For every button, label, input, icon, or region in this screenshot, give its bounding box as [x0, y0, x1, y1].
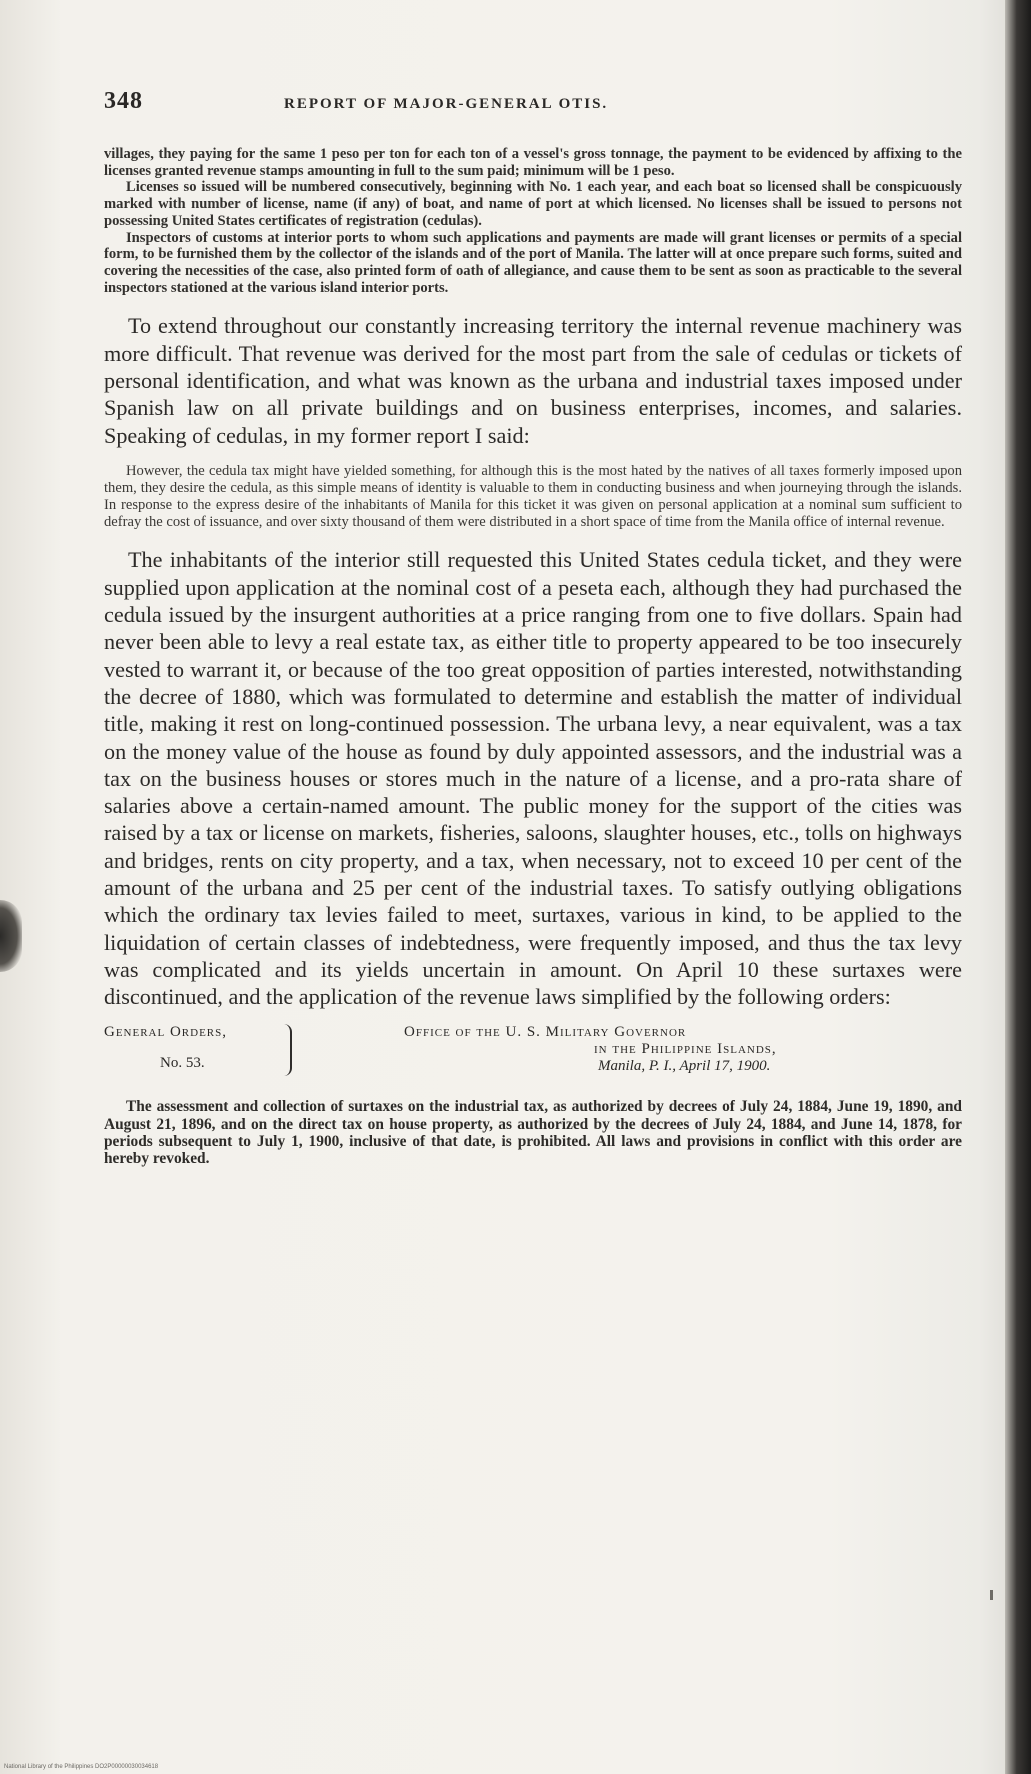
margin-mark — [990, 1590, 993, 1600]
order-number: No. 53. — [160, 1055, 205, 1072]
paragraph: The inhabitants of the interior still requested this United States cedula ticket, and they were supplied upon application at the nominal cost of a peseta each, although they had purchased the cedula issued by the insurgent authorities at a price ranging from one to five dollars. Spain had never been able to levy a real estate tax, as either title to property appeared to be too insecurely vested to warrant it, or because of the too great opposition of parties interested, notwithstanding the decree of 1880, which was formulated to determine and establish the matter of individual title, making it rest on long-continued possession. The urbana levy, a near equivalent, was a tax on the money value of the house as found by duly appointed assessors, and the industrial was a tax on the business houses or stores much in the nature of a license, and a pro-rata share of salaries above a certain-named amount. The public money for the support of the cities was raised by a tax or license on markets, fisheries, saloons, slaughter houses, etc., tolls on highways and bridges, rents on city property, and a tax, when necessary, not to exceed 10 per cent of the amount of the urbana and 25 per cent of the industrial taxes. To satisfy outlying obligations which the ordinary tax levies failed to meet, surtaxes, various in kind, to be applied to the liquidation of certain classes of indebtedness, were frequently imposed, and thus the tax levy was complicated and its yields uncertain in amount. On April 10 these surtaxes were discontinued, and the application of the revenue laws simplified by the following orders: — [104, 547, 962, 1010]
footer-credit: National Library of the Philippines DO2P00000030034618 — [4, 1764, 159, 1770]
issuing-location: in the Philippine Islands, — [594, 1041, 777, 1058]
block-quote: However, the cedula tax might have yielded something, for although this is the most hated by the natives of all taxes formerly imposed upon them, they desire the cedula, as this simple means of identity is valuable to them in conducting business and when journeying through the islands. In response to the express desire of the inhabitants of Manila for this ticket it was given on personal application at a nominal sum sufficient to defray the cost of issuance, and over sixty thousand of them were distributed in a short space of time from the Manila office of internal revenue. — [104, 462, 962, 530]
page-binding-shadow — [1005, 0, 1031, 1774]
body-section — [104, 546, 962, 1010]
running-head: REPORT OF MAJOR-GENERAL OTIS. — [284, 96, 609, 112]
thumb-smudge — [0, 900, 22, 972]
order-body: The assessment and collection of surtaxes on the industrial tax, as authorized by decrees of July 24, 1884, June 19, 1890, and August 21, 1896, and on the direct tax on house property, as authorized by the decrees of July 24, 1884, and June 14, 1878, for periods subsequent to July 1, 1900, inclusive of that date, is prohibited. All laws and provisions in conflict with this order are hereby revoked. — [104, 1098, 962, 1168]
page-content — [104, 88, 962, 1167]
order-dateline: Manila, P. I., April 17, 1900. — [598, 1058, 771, 1075]
page-number: 348 — [104, 88, 143, 114]
paragraph: To extend throughout our constantly increasing territory the internal revenue machinery was more difficult. That revenue was derived for the most part from the sale of cedulas or tickets of personal identification, and what was known as the urbana and industrial taxes imposed under Spanish law on all private buildings and on business enterprises, incomes, and salaries. Speaking of cedulas, in my former report I said: — [104, 313, 962, 448]
body-section — [104, 312, 962, 448]
paragraph: villages, they paying for the same 1 peso per ton for each ton of a vessel's gross tonnage, the payment to be evidenced by affixing to the licenses granted revenue stamps amounting in full to the sum paid; minimum will be 1 peso. — [104, 146, 962, 179]
issuing-office: Office of the U. S. Military Governor — [404, 1024, 687, 1041]
general-order-heading — [104, 1024, 962, 1098]
order-continuation — [104, 146, 962, 296]
order-issuer — [404, 1024, 924, 1075]
paragraph: Licenses so issued will be numbered consecutively, beginning with No. 1 each year, and each boat so licensed shall be conspicuously marked with number of license, name (if any) of boat, and name of port at which licensed. No licenses shall be issued to persons not possessing United States certificates of registration (cedulas). — [104, 179, 962, 229]
page-header — [104, 88, 962, 128]
order-title: General Orders, — [104, 1024, 228, 1041]
paragraph: Inspectors of customs at interior ports to whom such applications and payments are made will grant licenses or permits of a special form, to be furnished them by the collector of the islands and of the port of Manila. The latter will at once prepare such forms, suited and covering the necessities of the case, also printed form of oath of allegiance, and cause them to be sent as soon as practicable to the several inspectors stationed at the various island interior ports. — [104, 229, 962, 296]
brace — [282, 1024, 292, 1076]
